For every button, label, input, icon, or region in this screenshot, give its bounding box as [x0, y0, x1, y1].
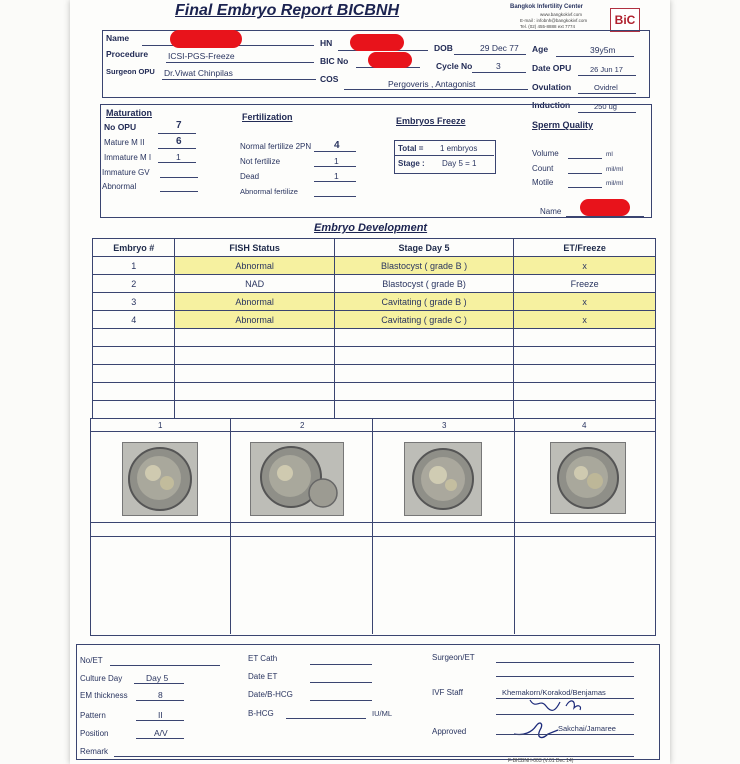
surgeon-label: Surgeon OPU [106, 67, 155, 76]
clinic-email: E-mail : infobnh@bangkokivf.com [520, 18, 588, 23]
redaction-mark [580, 199, 630, 216]
fish-status: Abnormal [175, 293, 335, 311]
normal-fert-value: 4 [334, 140, 340, 151]
motile-unit: mil/ml [606, 180, 623, 187]
table-row [93, 275, 656, 293]
pattern-label: Pattern [80, 711, 106, 720]
table-row [93, 311, 656, 329]
abnormal-label: Abnormal [102, 182, 137, 191]
count-label: Count [532, 164, 554, 173]
stage-status: Blastocyst ( grade B ) [334, 257, 513, 275]
m1-label: Immature M I [104, 153, 152, 162]
cos-label: COS [320, 74, 339, 84]
et-freeze: x [514, 257, 656, 275]
empty-row [93, 365, 656, 383]
bhcg-label: B-HCG [248, 709, 274, 718]
embryo-image-3 [404, 442, 482, 516]
empty-row [93, 329, 656, 347]
redaction-mark [170, 30, 242, 48]
et-freeze: x [514, 311, 656, 329]
freeze-total-value: 1 embryos [440, 144, 478, 153]
embryo-image-1 [122, 442, 198, 516]
fertilization-title: Fertilization [242, 112, 293, 122]
dateopu-value: 26 Jun 17 [590, 65, 623, 74]
em-label: EM thickness [80, 691, 128, 700]
header-etfreeze: ET/Freeze [514, 239, 656, 257]
ivf-staff-label: IVF Staff [432, 688, 463, 697]
cycle-value: 3 [496, 61, 501, 71]
empty-row [93, 347, 656, 365]
sperm-name-label: Name [540, 207, 562, 216]
age-label: Age [532, 44, 549, 54]
freeze-total-label: Total = [398, 144, 424, 153]
m2-value: 6 [176, 136, 182, 147]
motile-label: Motile [532, 178, 554, 187]
abfert-label: Abnormal fertilize [240, 187, 298, 196]
table-row [93, 257, 656, 275]
culture-label: Culture Day [80, 674, 123, 683]
form-code: F-BICBNH-003 (V.01 Dec 14) [508, 758, 574, 764]
embryo-number: 4 [93, 311, 175, 329]
ivf-staff-value: Khemakorn/Korakod/Benjamas [502, 688, 606, 697]
dob-value: 29 Dec 77 [480, 43, 519, 53]
m2-label: Mature M II [104, 138, 145, 147]
photo-label-4: 4 [582, 421, 587, 430]
ovulation-value: Ovidrel [594, 83, 618, 92]
induction-label: Induction [532, 100, 571, 110]
header-embryo: Embryo # [93, 239, 175, 257]
position-label: Position [80, 729, 109, 738]
photo-label-3: 3 [442, 421, 447, 430]
empty-row [93, 383, 656, 401]
et-freeze: x [514, 293, 656, 311]
m1-value: 1 [176, 152, 181, 162]
notfert-label: Not fertilize [240, 157, 281, 166]
opu-label: No OPU [104, 122, 137, 132]
em-value: 8 [158, 690, 163, 700]
embryo-number: 1 [93, 257, 175, 275]
ovulation-label: Ovulation [532, 82, 572, 92]
normal-fert-label: Normal fertilize 2PN [240, 142, 312, 151]
freeze-stage-label: Stage : [398, 159, 425, 168]
dead-label: Dead [240, 172, 260, 181]
dateopu-label: Date OPU [532, 63, 572, 73]
empty-row [93, 401, 656, 419]
approver-signature [512, 718, 562, 745]
header-fish: FISH Status [175, 239, 335, 257]
development-table [92, 238, 656, 419]
procedure-label: Procedure [106, 49, 149, 59]
volume-unit: ml [606, 151, 613, 158]
etcath-label: ET Cath [248, 654, 278, 663]
culture-value: Day 5 [146, 673, 169, 683]
embryo-number: 3 [93, 293, 175, 311]
induction-value: 250 ug [594, 102, 617, 111]
position-value: A/V [154, 728, 168, 738]
name-label: Name [106, 33, 130, 43]
procedure-value: ICSI-PGS-Freeze [168, 51, 235, 61]
clinic-name: Bangkok Infertility Center [510, 4, 584, 10]
noet-label: No/ET [80, 656, 103, 665]
cycle-label: Cycle No [436, 61, 473, 71]
report-title: Final Embryo Report BICBNH [175, 2, 400, 19]
et-freeze: Freeze [514, 275, 656, 293]
fish-status: NAD [175, 275, 335, 293]
hn-label: HN [320, 38, 333, 48]
notfert-value: 1 [334, 156, 339, 166]
opu-value: 7 [176, 120, 182, 131]
embryo-image-2 [250, 442, 344, 516]
clinic-tel: Tel. (02) 455-8888 ext 7774 [520, 24, 576, 29]
clinic-logo: BiC [610, 8, 640, 32]
redaction-mark [350, 34, 404, 51]
count-unit: mil/ml [606, 166, 623, 173]
datebhcg-label: Date/B-HCG [248, 690, 293, 699]
age-value: 39y5m [590, 45, 616, 55]
volume-label: Volume [532, 149, 559, 158]
maturation-title: Maturation [106, 108, 152, 118]
cos-value: Pergoveris , Antagonist [388, 79, 476, 89]
stage-status: Cavitating ( grade B ) [334, 293, 513, 311]
approved-label: Approved [432, 727, 467, 736]
header-stage: Stage Day 5 [334, 239, 513, 257]
freeze-title: Embryos Freeze [396, 116, 466, 126]
pattern-value: II [158, 710, 163, 720]
table-row [93, 293, 656, 311]
stage-status: Blastocyst ( grade B) [334, 275, 513, 293]
report-paper [70, 0, 670, 764]
development-header-row [93, 239, 656, 257]
surgeon-et-label: Surgeon/ET [432, 653, 475, 662]
surgeon-value: Dr.Viwat Chinpilas [164, 68, 233, 78]
photo-label-1: 1 [158, 421, 163, 430]
dateet-label: Date ET [248, 672, 278, 681]
embryo-number: 2 [93, 275, 175, 293]
clinic-web: www.bangkokivf.com [540, 12, 583, 17]
dead-value: 1 [334, 171, 339, 181]
iuml-label: IU/ML [372, 709, 393, 718]
embryo-image-4 [550, 442, 626, 514]
bicno-label: BIC No [320, 56, 349, 66]
photo-label-2: 2 [300, 421, 305, 430]
freeze-stage-value: Day 5 = 1 [442, 159, 477, 168]
fish-status: Abnormal [175, 257, 335, 275]
stage-status: Cavitating ( grade C ) [334, 311, 513, 329]
development-title: Embryo Development [314, 222, 428, 234]
sperm-title: Sperm Quality [532, 120, 594, 130]
approved-value: Sakchai/Jamaree [558, 724, 616, 733]
remark-label: Remark [80, 747, 109, 756]
redaction-mark [368, 52, 412, 68]
gv-label: Immature GV [102, 168, 150, 177]
fish-status: Abnormal [175, 311, 335, 329]
dob-label: DOB [434, 43, 453, 53]
